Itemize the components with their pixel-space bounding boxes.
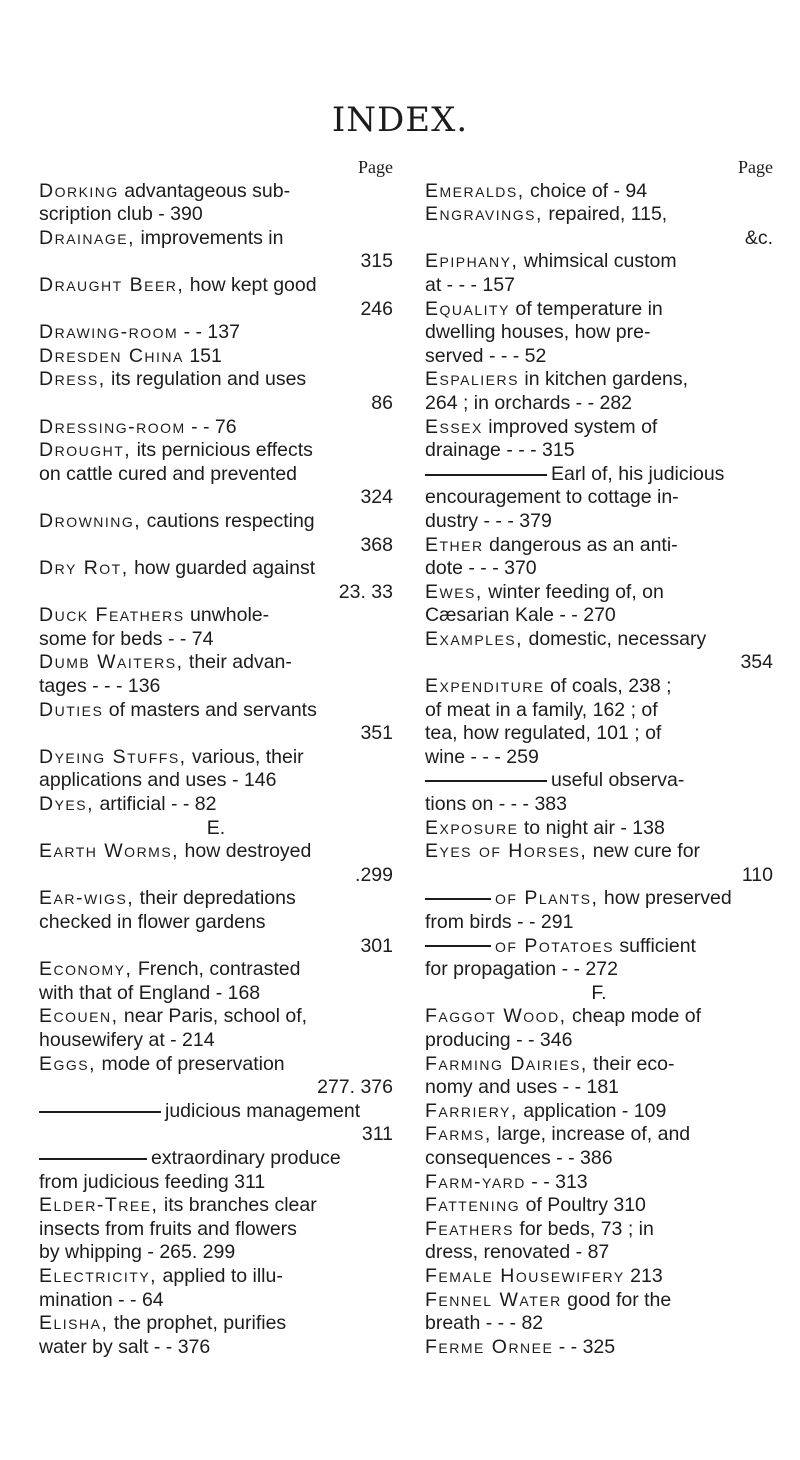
index-entry xyxy=(39,227,393,274)
entry-line xyxy=(39,510,393,534)
entry-heading: Dresden China xyxy=(39,344,184,367)
index-entry xyxy=(425,203,773,250)
index-entry xyxy=(39,180,393,227)
index-entry xyxy=(39,1312,393,1359)
entry-heading: Dumb Waiters, xyxy=(39,651,184,674)
entry-heading: Drowning, xyxy=(39,509,142,532)
index-entry xyxy=(425,298,773,369)
entry-heading: Expenditure xyxy=(425,675,545,698)
entry-text: - - 137 xyxy=(183,321,240,344)
index-entry xyxy=(39,368,393,415)
entry-line: by whipping - 265. 299 xyxy=(39,1241,236,1264)
entry-text: their depredations xyxy=(139,887,296,910)
index-entry xyxy=(425,1336,773,1360)
entry-line: Cæsarian Kale - - 270 xyxy=(425,604,616,627)
index-entry xyxy=(39,345,393,369)
index-entry xyxy=(39,746,393,793)
entry-line xyxy=(425,1289,773,1313)
entry-text: in kitchen gardens, xyxy=(524,368,689,391)
index-entry xyxy=(39,510,393,557)
entry-text: for beds, 73 ; in xyxy=(519,1217,654,1240)
entry-heading: Dress, xyxy=(39,368,106,391)
entry-line xyxy=(39,699,393,723)
entry-heading: Faggot Wood, xyxy=(425,1005,567,1028)
ditto-rule xyxy=(425,945,491,947)
index-entry xyxy=(39,793,393,817)
entry-line: of meat in a family, 162 ; of xyxy=(425,698,658,721)
entry-text: sufficient xyxy=(619,934,696,957)
index-entry xyxy=(425,1005,773,1052)
entry-text: the prophet, purifies xyxy=(113,1312,287,1335)
entry-line: tages - - - 136 xyxy=(39,675,161,698)
page-number: 246 xyxy=(360,297,393,320)
entry-text: - - 313 xyxy=(531,1170,588,1193)
page-number: 368 xyxy=(360,533,393,556)
entry-heading: Duties xyxy=(39,698,104,721)
entry-line xyxy=(39,345,393,369)
entry-text: - - 325 xyxy=(558,1335,616,1358)
entry-line xyxy=(39,887,393,911)
entry-line: some for beds - - 74 xyxy=(39,627,214,650)
entry-heading: Essex xyxy=(425,415,483,438)
entry-text: of masters and servants xyxy=(108,698,317,721)
index-entry xyxy=(39,887,393,958)
entry-text: near Paris, school of, xyxy=(123,1005,308,1028)
index-entry xyxy=(39,1100,393,1147)
entry-heading: Dyeing Stuffs, xyxy=(39,745,187,768)
entry-line xyxy=(425,817,773,841)
entry-line xyxy=(425,887,773,911)
page-number: 354 xyxy=(740,651,773,674)
entry-text: repaired, 115, xyxy=(548,203,668,226)
entry-line xyxy=(425,1123,773,1147)
index-entry xyxy=(425,935,773,982)
entry-heading: Elder-Tree, xyxy=(39,1194,159,1217)
entry-line: dote - - - 370 xyxy=(425,557,537,580)
entry-line xyxy=(425,203,773,227)
entry-heading: Fattening xyxy=(425,1194,521,1217)
entry-heading: Ear-wigs, xyxy=(39,887,135,910)
entry-text: of Poultry 310 xyxy=(525,1194,646,1217)
entry-line xyxy=(39,1100,393,1124)
entry-line: breath - - - 82 xyxy=(425,1312,544,1335)
entry-heading: Farm-yard xyxy=(425,1170,526,1193)
entry-line xyxy=(39,604,393,628)
entry-heading: Emeralds, xyxy=(425,179,525,202)
entry-line xyxy=(39,1265,393,1289)
entry-text: how preserved xyxy=(603,887,732,910)
entry-line xyxy=(425,675,773,699)
entry-line: nomy and uses - - 181 xyxy=(425,1076,620,1099)
entry-heading: Fennel Water xyxy=(425,1288,562,1311)
entry-text: large, increase of, and xyxy=(497,1123,691,1146)
index-entry xyxy=(425,416,773,463)
entry-line xyxy=(39,416,393,440)
entry-text: how destroyed xyxy=(184,840,312,863)
entry-text: mode of preservation xyxy=(101,1052,285,1075)
page-number: 277. 376 xyxy=(317,1076,393,1099)
entry-heading: Dyes, xyxy=(39,793,95,816)
index-entry xyxy=(425,769,773,816)
index-entry xyxy=(425,1053,773,1100)
entry-text: domestic, necessary xyxy=(528,627,707,650)
index-entry xyxy=(425,1171,773,1195)
entry-line xyxy=(425,1194,773,1218)
entry-heading: Espaliers xyxy=(425,368,519,391)
entry-text: good for the xyxy=(567,1288,672,1311)
entry-heading: Female Housewifery xyxy=(425,1264,625,1287)
page-number: 311 xyxy=(361,1123,393,1146)
ditto-rule xyxy=(39,1158,147,1160)
index-column-left xyxy=(39,156,393,1359)
entry-line: water by salt - - 376 xyxy=(39,1335,211,1358)
entry-line xyxy=(425,1100,773,1124)
entry-line: dustry - - - 379 xyxy=(425,509,552,532)
entry-line xyxy=(425,1171,773,1195)
entry-heading: Ewes, xyxy=(425,580,483,603)
section-letter: E. xyxy=(206,816,226,839)
entry-line: tea, how regulated, 101 ; of xyxy=(425,722,662,745)
entry-line: drainage - - - 315 xyxy=(425,439,575,462)
entry-line xyxy=(39,1053,393,1077)
entry-line xyxy=(39,1312,393,1336)
entry-text: whimsical custom xyxy=(523,250,677,273)
entry-line xyxy=(425,534,773,558)
entry-line xyxy=(39,321,393,345)
entry-heading: Exposure xyxy=(425,816,519,839)
entry-text: improvements in xyxy=(140,226,284,249)
entry-heading: Elisha, xyxy=(39,1312,109,1335)
entry-text: judicious management xyxy=(165,1099,361,1122)
entry-text: new cure for xyxy=(592,840,701,863)
index-entry xyxy=(425,1123,773,1170)
index-entry xyxy=(425,1289,773,1336)
ditto-rule xyxy=(425,780,547,782)
entry-line xyxy=(425,298,773,322)
entry-text: their advan- xyxy=(188,651,292,674)
index-entry xyxy=(39,840,393,887)
entry-text: choice of - 94 xyxy=(530,179,648,202)
entry-heading: Feathers xyxy=(425,1217,514,1240)
index-entry xyxy=(425,180,773,204)
entry-text: application - 109 xyxy=(523,1099,667,1122)
entry-line: from birds - - 291 xyxy=(425,911,574,933)
entry-heading: Eyes of Horses, xyxy=(425,840,588,863)
entry-line xyxy=(39,227,393,251)
entry-line: producing - - 346 xyxy=(425,1028,573,1051)
index-entry xyxy=(39,651,393,698)
entry-line xyxy=(425,368,773,392)
entry-heading: Duck Feathers xyxy=(39,604,185,627)
entry-line: consequences - - 386 xyxy=(425,1146,613,1169)
index-column-right xyxy=(425,156,773,1359)
entry-text: Earl of, his judicious xyxy=(551,462,725,485)
entry-heading: Earth Worms, xyxy=(39,840,180,863)
index-entry xyxy=(39,274,393,321)
page-number: 324 xyxy=(360,486,393,509)
entry-heading: Drawing-room xyxy=(39,321,179,344)
entry-text: winter feeding of, on xyxy=(488,580,664,603)
entry-heading: Examples, xyxy=(425,627,524,650)
entry-text: improved system of xyxy=(488,415,658,438)
section-letter: F. xyxy=(591,981,607,1004)
entry-line xyxy=(425,250,773,274)
index-entry xyxy=(39,416,393,440)
entry-heading: Draught Beer, xyxy=(39,273,185,296)
index-entry xyxy=(425,463,773,534)
entry-line xyxy=(39,368,393,392)
entry-line xyxy=(39,1194,393,1218)
entry-line xyxy=(425,935,773,959)
entry-text: its branches clear xyxy=(163,1194,317,1217)
entry-text: cautions respecting xyxy=(146,509,315,532)
index-entry xyxy=(425,817,773,841)
entry-line xyxy=(39,1147,393,1171)
entry-line: scription club - 390 xyxy=(39,203,203,226)
entry-text: dangerous as an anti- xyxy=(489,533,678,556)
entry-heading: Economy, xyxy=(39,958,133,981)
entry-text: of temperature in xyxy=(515,297,663,320)
entry-heading: Drainage, xyxy=(39,226,136,249)
index-entry xyxy=(425,368,773,415)
index-entry xyxy=(39,1265,393,1312)
entry-line xyxy=(39,1005,393,1029)
entry-text: French, contrasted xyxy=(137,958,301,981)
entry-text: its regulation and uses xyxy=(111,368,307,391)
entry-heading: Engravings, xyxy=(425,203,543,226)
entry-heading: Ether xyxy=(425,533,484,556)
index-entry xyxy=(39,1005,393,1052)
entry-line xyxy=(39,180,393,204)
entry-line xyxy=(425,463,773,487)
entry-heading: Farriery, xyxy=(425,1099,518,1122)
ditto-rule xyxy=(39,1111,161,1113)
index-entry xyxy=(39,439,393,510)
entry-heading: of Potatoes xyxy=(495,934,614,957)
index-entry xyxy=(39,958,393,1005)
entry-text: artificial - - 82 xyxy=(99,793,217,816)
entry-line xyxy=(39,958,393,982)
entry-text: how kept good xyxy=(189,273,317,296)
entry-heading: Dorking xyxy=(39,179,119,202)
entry-heading: Equality xyxy=(425,297,510,320)
entry-text: of coals, 238 ; xyxy=(550,675,672,698)
entry-text: their eco- xyxy=(593,1052,675,1075)
entry-line: on cattle cured and prevented xyxy=(39,462,298,485)
entry-heading: Eggs, xyxy=(39,1052,97,1075)
entry-heading: Drought, xyxy=(39,439,132,462)
page-number: .299 xyxy=(355,863,393,886)
entry-line: mination - - 64 xyxy=(39,1288,164,1311)
index-entry xyxy=(39,321,393,345)
entry-line xyxy=(425,1053,773,1077)
entry-line: dress, renovated - 87 xyxy=(425,1241,610,1264)
entry-line xyxy=(425,769,773,793)
index-entry xyxy=(39,604,393,651)
entry-text: cheap mode of xyxy=(572,1005,702,1028)
entry-line: 264 ; in orchards - - 282 xyxy=(425,391,633,414)
index-entry xyxy=(425,581,773,628)
index-entry xyxy=(425,1265,773,1289)
index-entry xyxy=(39,1194,393,1265)
page-number: 86 xyxy=(371,391,393,414)
page-number: 301 xyxy=(360,934,393,957)
ditto-rule xyxy=(425,474,547,476)
index-entry xyxy=(425,675,773,769)
entry-line xyxy=(425,581,773,605)
entry-line: checked in flower gardens xyxy=(39,911,266,933)
entry-text: to night air - 138 xyxy=(523,816,665,839)
entry-heading: Ecouen, xyxy=(39,1005,119,1028)
entry-line xyxy=(39,557,393,581)
entry-line: wine - - - 259 xyxy=(425,745,539,768)
entry-line xyxy=(39,274,393,298)
entry-text: unwhole- xyxy=(189,604,270,627)
page-number: 110 xyxy=(741,863,773,886)
entry-text: applied to illu- xyxy=(162,1264,283,1287)
index-entry xyxy=(425,840,773,887)
entry-heading: Ferme Ornee xyxy=(425,1335,554,1358)
index-entry xyxy=(39,699,393,746)
entry-line xyxy=(425,1336,773,1360)
entry-text: 213 xyxy=(630,1264,663,1287)
entry-line xyxy=(39,746,393,770)
entry-line: with that of England - 168 xyxy=(39,981,261,1004)
entry-heading: Epiphany, xyxy=(425,250,519,273)
entry-line xyxy=(425,416,773,440)
entry-line xyxy=(39,651,393,675)
entry-text: useful observa- xyxy=(551,769,685,792)
entry-line xyxy=(425,1265,773,1289)
entry-line xyxy=(425,180,773,204)
index-entry xyxy=(39,557,393,604)
entry-line xyxy=(425,840,773,864)
entry-heading: of Plants, xyxy=(495,887,599,910)
entry-line xyxy=(425,1005,773,1029)
index-entry xyxy=(425,534,773,581)
page-number: 351 xyxy=(360,722,393,745)
entry-heading: Dry Rot, xyxy=(39,557,129,580)
entry-line: tions on - - - 383 xyxy=(425,793,567,816)
entry-line: applications and uses - 146 xyxy=(39,769,277,792)
entry-text: various, their xyxy=(192,745,304,768)
page-column-label: Page xyxy=(738,157,773,177)
index-entry xyxy=(425,1218,773,1265)
index-entry xyxy=(39,1147,393,1194)
index-entry xyxy=(39,1053,393,1100)
page-number: 315 xyxy=(360,250,393,273)
entry-heading: Farms, xyxy=(425,1123,492,1146)
entry-text: extraordinary produce xyxy=(151,1146,341,1169)
entry-text: - - 76 xyxy=(191,415,237,438)
index-entry xyxy=(425,628,773,675)
page-number: &c. xyxy=(744,226,773,249)
page-column-label: Page xyxy=(358,157,393,177)
entry-text: its pernicious effects xyxy=(136,439,313,462)
entry-line: insects from fruits and flowers xyxy=(39,1217,297,1240)
entry-line xyxy=(425,628,773,652)
entry-heading: Dressing-room xyxy=(39,415,186,438)
entry-line: at - - - 157 xyxy=(425,273,515,296)
entry-text: how guarded against xyxy=(134,557,316,580)
page-number: 23. 33 xyxy=(338,580,393,603)
entry-line: encouragement to cottage in- xyxy=(425,486,679,509)
entry-line: dwelling houses, how pre- xyxy=(425,321,651,344)
entry-line xyxy=(39,840,393,864)
entry-text: advantageous sub- xyxy=(124,179,291,202)
entry-line xyxy=(39,793,393,817)
entry-heading: Electricity, xyxy=(39,1264,158,1287)
entry-line: served - - - 52 xyxy=(425,344,547,367)
entry-line: from judicious feeding 311 xyxy=(39,1170,266,1193)
index-entry xyxy=(425,1194,773,1218)
entry-line xyxy=(39,439,393,463)
entry-text: 151 xyxy=(189,344,222,367)
index-entry xyxy=(425,250,773,297)
index-entry xyxy=(425,1100,773,1124)
entry-line: housewifery at - 214 xyxy=(39,1028,215,1051)
entry-line xyxy=(425,1218,773,1242)
index-entry xyxy=(425,887,773,934)
ditto-rule xyxy=(425,898,491,900)
entry-heading: Farming Dairies, xyxy=(425,1052,588,1075)
entry-line: for propagation - - 272 xyxy=(425,958,618,981)
page-title: INDEX. xyxy=(331,100,469,140)
